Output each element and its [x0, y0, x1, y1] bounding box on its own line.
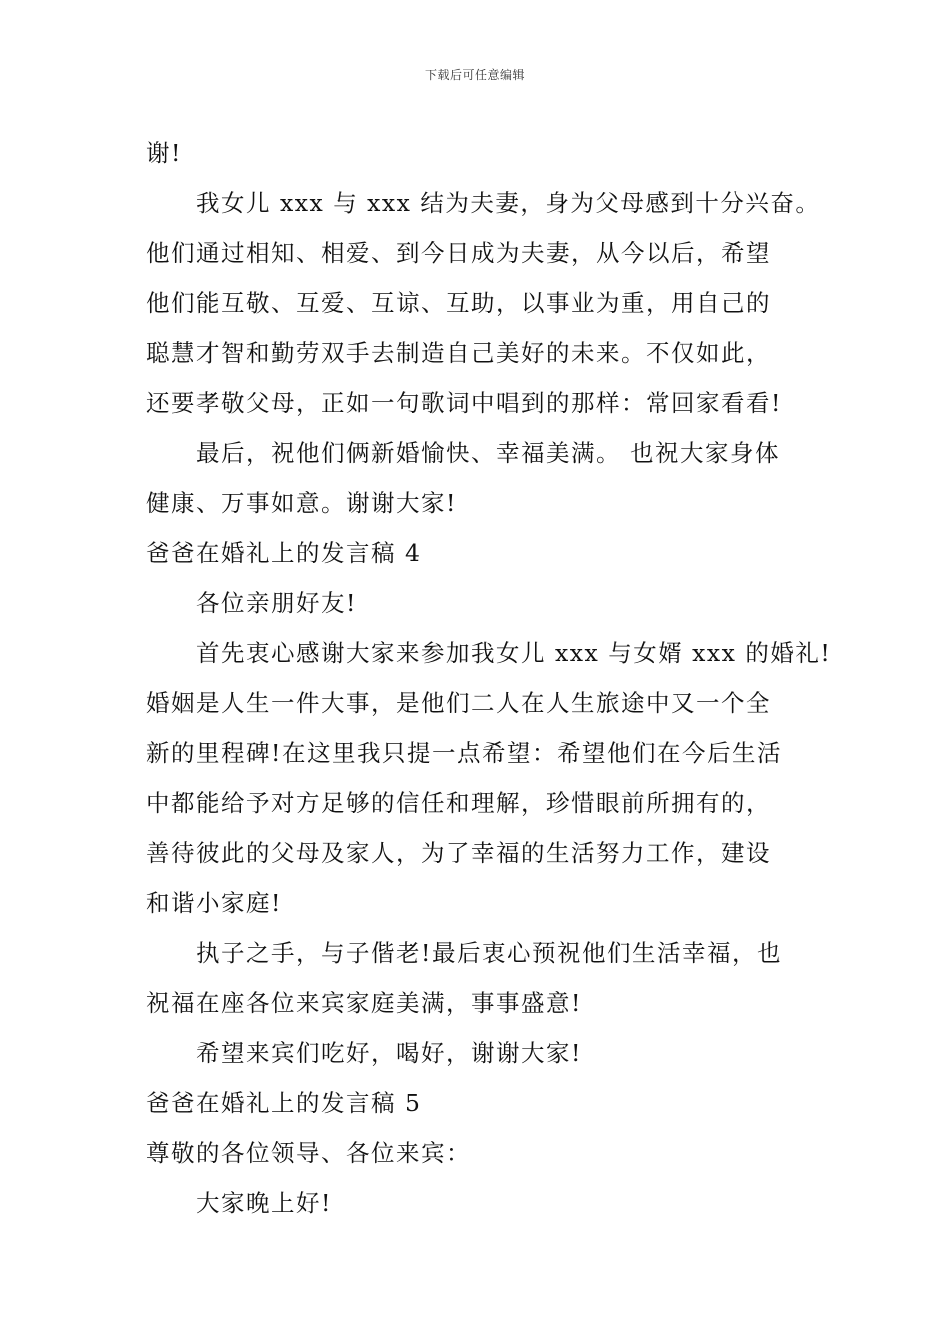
text-line: 善待彼此的父母及家人，为了幸福的生活努力工作，建设 [146, 839, 771, 867]
document-body [146, 128, 832, 1228]
text-line: 执子之手，与子偕老!最后衷心预祝他们生活幸福，也 [196, 939, 782, 967]
text-line: 谢! [146, 139, 182, 167]
text-line: 和谐小家庭! [146, 889, 282, 917]
text-line: 尊敬的各位领导、各位来宾： [146, 1139, 471, 1167]
text-line: 首先衷心感谢大家来参加我女儿 xxx 与女婿 xxx 的婚礼! [196, 639, 832, 667]
text-line: 希望来宾们吃好，喝好，谢谢大家! [196, 1039, 582, 1067]
header-note: 下载后可任意编辑 [424, 68, 525, 82]
text-line: 新的里程碑!在这里我只提一点希望：希望他们在今后生活 [146, 739, 782, 767]
text-line: 中都能给予对方足够的信任和理解，珍惜眼前所拥有的， [146, 789, 771, 817]
text-line: 祝福在座各位来宾家庭美满，事事盛意! [146, 989, 582, 1017]
text-line: 大家晚上好! [196, 1189, 332, 1217]
text-line: 婚姻是人生一件大事，是他们二人在人生旅途中又一个全 [146, 689, 771, 717]
text-line: 他们通过相知、相爱、到今日成为夫妻，从今以后，希望 [146, 239, 771, 267]
text-line: 他们能互敬、互爱、互谅、互助，以事业为重，用自己的 [146, 289, 771, 317]
text-line: 各位亲朋好友! [196, 589, 357, 617]
section-heading: 爸爸在婚礼上的发言稿 4 [146, 539, 422, 567]
text-line: 最后，祝他们俩新婚愉快、幸福美满。 也祝大家身体 [196, 439, 780, 467]
text-line: 健康、万事如意。谢谢大家! [146, 489, 457, 517]
section-heading: 爸爸在婚礼上的发言稿 5 [146, 1089, 422, 1117]
text-line: 我女儿 xxx 与 xxx 结为夫妻，身为父母感到十分兴奋。 [196, 189, 821, 217]
text-line: 还要孝敬父母，正如一句歌词中唱到的那样：常回家看看! [146, 389, 782, 417]
text-line: 聪慧才智和勤劳双手去制造自己美好的未来。不仅如此， [146, 339, 771, 367]
